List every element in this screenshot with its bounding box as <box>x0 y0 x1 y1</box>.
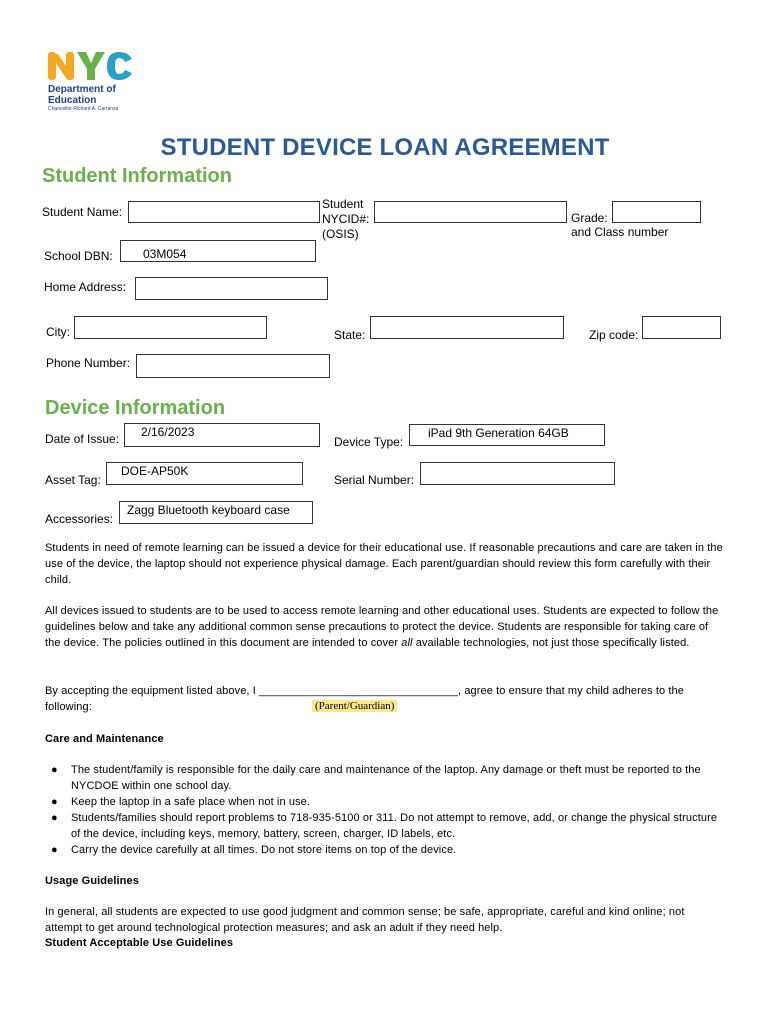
home-address-field[interactable] <box>135 277 328 300</box>
device-info-heading: Device Information <box>45 397 226 419</box>
bullet-icon: ● <box>51 844 58 856</box>
bullet-icon: ● <box>51 796 58 808</box>
care-item <box>45 810 725 842</box>
phone-field[interactable] <box>136 354 330 378</box>
care-list <box>45 762 725 858</box>
dept-line-2: Education <box>48 95 97 106</box>
intro-paragraph: Students in need of remote learning can be issued a device for their educational use. If reasonable precautions and care are taken in the use of the device, the laptop should not experience physical damage. Each parent/guardian should review this form carefully with their child. <box>45 542 723 586</box>
parent-guardian-label: (Parent/Guardian) <box>312 700 397 712</box>
nycid-label-line-1: Student <box>322 197 364 211</box>
grade-label-line-2: and Class number <box>571 225 669 239</box>
student-name-field[interactable] <box>128 201 320 223</box>
nyc-logo-icon <box>46 50 136 84</box>
city-field[interactable] <box>74 316 267 339</box>
zip-label: Zip code: <box>589 328 639 342</box>
page-title: STUDENT DEVICE LOAN AGREEMENT <box>160 134 610 161</box>
accessories-label: Accessories: <box>45 512 114 526</box>
bullet-icon: ● <box>51 764 58 776</box>
care-item <box>45 842 725 858</box>
policy-text-a: All devices issued to students are to be used to access remote learning and other educational uses. Students are expected to follow the guidelines below and take any additional common sense precautions to protect the device. Students are responsible for taking care of the device. The policies outlined in this document are intended to cover <box>45 605 719 649</box>
school-dbn-field[interactable]: 03M054 <box>120 240 316 262</box>
device-type-label: Device Type: <box>334 435 404 449</box>
parent-guardian-highlight <box>312 696 397 714</box>
care-item <box>45 794 725 810</box>
care-bullets <box>45 762 725 858</box>
date-of-issue-field[interactable]: 2/16/2023 <box>124 423 320 447</box>
care-item-text: Carry the device carefully at all times. Do not store items on top of the device. <box>71 844 457 856</box>
bullet-icon: ● <box>51 812 58 824</box>
school-dbn-label: School DBN: <box>44 249 113 263</box>
student-name-label: Student Name: <box>42 205 123 219</box>
state-label: State: <box>334 328 366 342</box>
care-heading: Care and Maintenance <box>45 733 164 745</box>
policy-text-emphasis: all <box>401 637 413 649</box>
nycid-field[interactable] <box>374 201 567 223</box>
acceptance-line: By accepting the equipment listed above, I ________________________________, agree to ensure that my child adheres to the <box>45 685 684 697</box>
dept-line-1: Department of <box>48 84 116 95</box>
device-type-field[interactable]: iPad 9th Generation 64GB <box>409 424 605 446</box>
zip-field[interactable] <box>642 316 721 339</box>
nycid-label-line-3: (OSIS) <box>322 227 359 241</box>
acceptance-following: following: <box>45 701 92 713</box>
care-item-text: The student/family is responsible for the daily care and maintenance of the laptop. Any damage or theft must be reported to the NYCDOE within one school day. <box>71 764 701 792</box>
usage-paragraph: In general, all students are expected to use good judgment and common sense; be safe, appropriate, careful and kind online; not attempt to get around technological protection measures; and ask an adult if they need help. <box>45 906 685 934</box>
student-info-heading: Student Information <box>42 165 232 187</box>
care-item-text: Keep the laptop in a safe place when not in use. <box>71 796 311 808</box>
accessories-field[interactable]: Zagg Bluetooth keyboard case <box>119 501 313 524</box>
asset-tag-label: Asset Tag: <box>45 473 101 487</box>
state-field[interactable] <box>370 316 564 339</box>
home-address-label: Home Address: <box>44 280 127 294</box>
aup-heading: Student Acceptable Use Guidelines <box>45 937 234 949</box>
policy-paragraph <box>45 603 725 651</box>
policy-text-b: available technologies, not just those specifically listed. <box>412 637 690 649</box>
asset-tag-field[interactable]: DOE-AP50K <box>106 462 303 485</box>
nycid-label <box>322 197 369 242</box>
serial-number-label: Serial Number: <box>334 473 415 487</box>
grade-label-line-1: Grade: <box>571 211 608 225</box>
chancellor-line: Chancellor Richard A. Carranza <box>48 106 119 112</box>
care-item <box>45 762 725 794</box>
grade-field[interactable] <box>612 201 701 223</box>
city-label: City: <box>46 325 70 339</box>
care-item-text: Students/families should report problems to 718-935-5100 or 311. Do not attempt to remove, add, or change the physical structure of the device, including keys, memory, battery, screen, charger, ID labels, etc. <box>71 812 718 840</box>
date-of-issue-label: Date of Issue: <box>45 432 120 446</box>
phone-label: Phone Number: <box>46 356 131 370</box>
dept-name <box>48 84 116 106</box>
serial-number-field[interactable] <box>420 462 615 485</box>
usage-heading: Usage Guidelines <box>45 875 139 887</box>
nycid-label-line-2: NYCID#: <box>322 212 370 226</box>
